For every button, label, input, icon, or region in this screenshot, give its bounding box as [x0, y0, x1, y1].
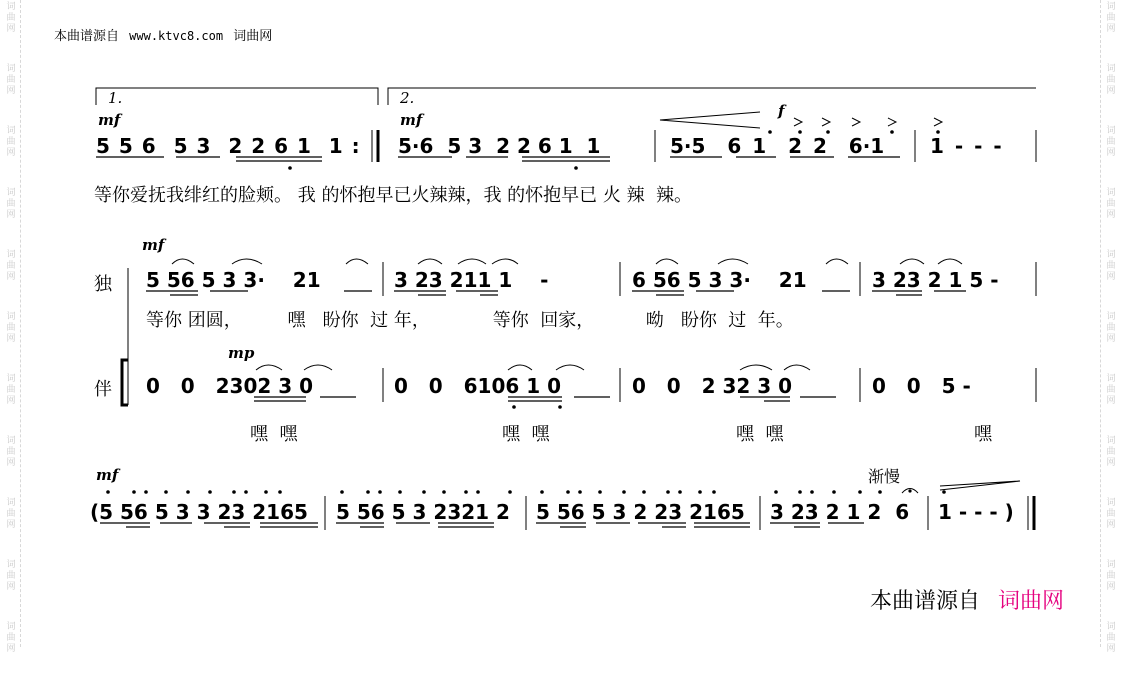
- dynamic-mf: mf: [98, 111, 121, 129]
- solo-measure: 3 23 211 1 -: [394, 268, 549, 292]
- diminuendo-hairpin: [940, 481, 1020, 490]
- acc-brace: [122, 360, 128, 405]
- notes-measure: 5·5 6 1 2 2 6·1: [670, 134, 885, 158]
- notes-measure: 1 - - -: [930, 134, 1002, 158]
- footer-prefix: 本曲谱源自: [869, 589, 980, 614]
- footer-site-link[interactable]: 词曲网: [997, 589, 1064, 614]
- dynamic-f: f: [778, 102, 785, 120]
- part-label-accompaniment: 伴: [94, 379, 112, 400]
- part-label-solo: 独: [94, 274, 112, 295]
- volta-1-label: 1.: [108, 89, 123, 107]
- right-margin-watermark: 词 曲 网 词 曲 网 词 曲 网 词 曲 网 词 曲 网 词 曲 网 词 曲 网 词 曲 网 词 曲 网 词 曲 网 词 曲 网: [1106, 2, 1116, 654]
- interlude-measure: 5 56 5 3 2321 2: [336, 500, 510, 524]
- header-suffix: 词曲网: [233, 29, 273, 44]
- acc-lyrics: 嘿: [974, 424, 992, 445]
- notes-measure: 5·6 5 3 2 2 6 1 1: [398, 134, 601, 158]
- fermata-dot: [908, 489, 911, 492]
- notes-measure: 5 5 6 5 3 2 2 6 1 1 :: [96, 134, 360, 158]
- dynamic-mp: mp: [228, 344, 255, 362]
- volta-1-bracket: [96, 88, 378, 105]
- header-url[interactable]: www.ktvc8.com: [129, 29, 224, 43]
- solo-lyrics-line: 等你 团圆， 嘿 盼你 过 年， 等你 回家， 呦 盼你 过 年。: [146, 310, 794, 331]
- interlude-measure: 1 - - - ): [938, 500, 1014, 524]
- tempo-marking: 渐慢: [868, 467, 901, 486]
- solo-measure: 6 56 5 3 3· 21: [632, 268, 807, 292]
- volta-2-label: 2.: [400, 89, 415, 107]
- acc-measure: 0 0 5 -: [872, 374, 971, 398]
- acc-measure: 0 0 2302 3 0: [146, 374, 314, 398]
- acc-lyrics: 嘿 嘿: [736, 424, 784, 445]
- acc-lyrics: 嘿 嘿: [502, 424, 550, 445]
- volta-2-bracket: [388, 88, 1036, 105]
- dynamic-mf: mf: [142, 236, 165, 254]
- dynamic-mf: mf: [400, 111, 423, 129]
- header-prefix: 本曲谱源自: [54, 29, 120, 44]
- acc-measure: 0 0 6106 1 0: [394, 374, 562, 398]
- crescendo-hairpin: [660, 112, 760, 128]
- left-margin-watermark: 词 曲 网 词 曲 网 词 曲 网 词 曲 网 词 曲 网 词 曲 网 词 曲 网 词 曲 网 词 曲 网 词 曲 网 词 曲 网: [6, 2, 16, 654]
- interlude-measure: 3 23 2 1 2 6: [770, 500, 910, 524]
- dynamic-mf: mf: [96, 466, 119, 484]
- acc-lyrics: 嘿 嘿: [250, 424, 298, 445]
- acc-measure: 0 0 2 32 3 0: [632, 374, 793, 398]
- solo-measure: 3 23 2 1 5 -: [872, 268, 999, 292]
- interlude-measure: 5 56 5 3 2 23 2165: [536, 500, 745, 524]
- interlude-measure: (5 56 5 3 3 23 2165: [90, 500, 308, 524]
- source-footer: [870, 584, 1064, 615]
- accent-marks: [794, 118, 942, 126]
- solo-measure: 5 56 5 3 3· 21: [146, 268, 321, 292]
- lyrics-line: 等你爱抚我绯红的脸颊。 我 的怀抱早已火辣辣，我 的怀抱早已 火 辣 辣。: [94, 185, 693, 206]
